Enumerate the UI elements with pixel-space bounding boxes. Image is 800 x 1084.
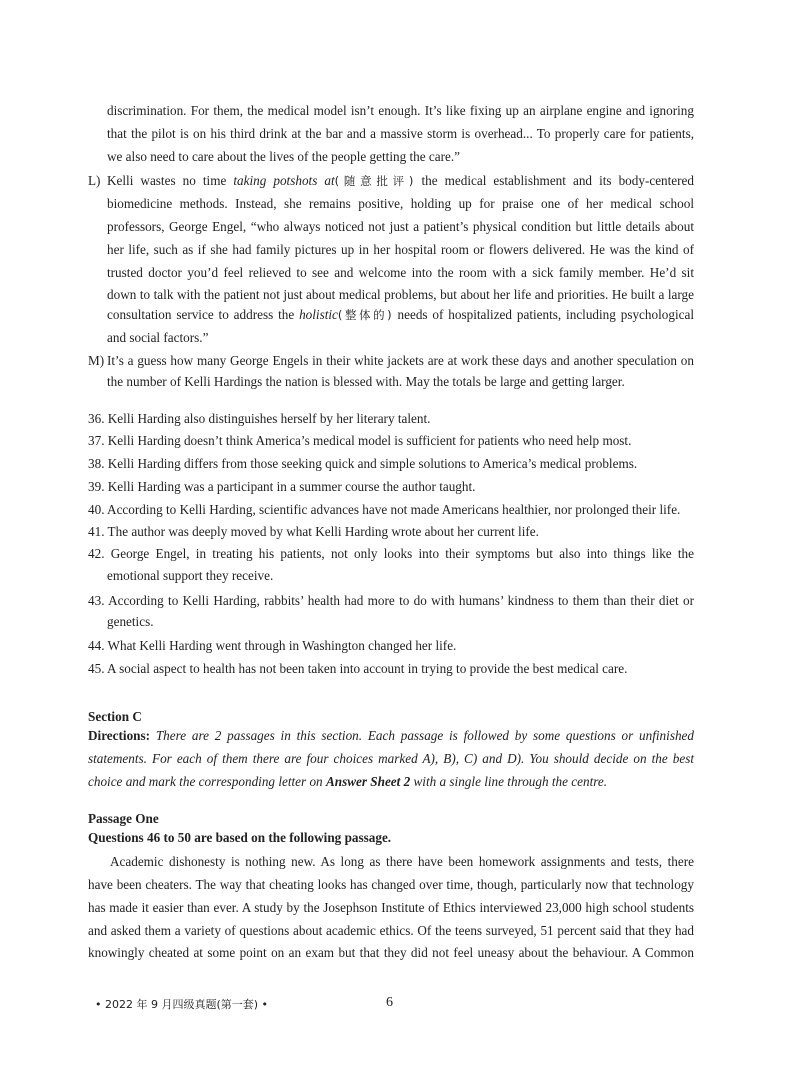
passage-one-line-2: have been cheaters. The way that cheating looks has changed over time, though, particularly now that technology bbox=[88, 877, 694, 892]
paragraph-k-line-2: that the pilot is on his third drink at the bar and a massive storm is overhead... To properly care for patients, bbox=[107, 126, 694, 141]
paragraph-m-line-2: the number of Kelli Hardings the nation is blessed with. May the totals be large and getting larger. bbox=[107, 374, 625, 389]
question-44: 44. What Kelli Harding went through in Washington changed her life. bbox=[88, 638, 457, 653]
paragraph-l-line-4: her life, such as if she had family pictures up in her hospital room or flowers delivered. He was the kind of bbox=[107, 242, 694, 257]
directions-line-1: Directions: There are 2 passages in this section. Each passage is followed by some questions or unfinished bbox=[88, 728, 694, 743]
section-c-title: Section C bbox=[88, 709, 142, 724]
paragraph-l-line-2: biomedicine methods. Instead, she remains positive, holding up for praise one of her medical school bbox=[107, 196, 694, 211]
question-37: 37. Kelli Harding doesn’t think America’s medical model is sufficient for patients who need help most. bbox=[88, 433, 632, 448]
paragraph-l-line-8: and social factors.” bbox=[107, 330, 209, 345]
question-38: 38. Kelli Harding differs from those seeking quick and simple solutions to America’s medical problems. bbox=[88, 456, 638, 471]
question-45: 45. A social aspect to health has not been taken into account in trying to provide the best medical care. bbox=[88, 661, 628, 676]
directions-line-3: choice and mark the corresponding letter on Answer Sheet 2 with a single line through the centre. bbox=[88, 774, 608, 789]
paragraph-k-line-1: discrimination. For them, the medical model isn’t enough. It’s like fixing up an airplane engine and ignoring bbox=[107, 103, 694, 118]
paragraph-l-label: L) bbox=[88, 173, 101, 188]
passage-one-line-4: and asked them a variety of questions about academic ethics. Of the teens surveyed, 51 percent said that they had bbox=[88, 923, 694, 938]
passage-one-subtitle: Questions 46 to 50 are based on the following passage. bbox=[88, 830, 392, 845]
page-number: 6 bbox=[386, 995, 393, 1010]
passage-one-line-5: knowingly cheated at some point on an exam but that they did not feel uneasy about the behaviour. A Common bbox=[88, 945, 694, 960]
question-36: 36. Kelli Harding also distinguishes herself by her literary talent. bbox=[88, 411, 431, 426]
footer-exam-title: • 2022 年 9 月四级真题(第一套) • bbox=[95, 998, 269, 1011]
directions-line-2: statements. For each of them there are four choices marked A), B), C) and D). You should decide on the best bbox=[88, 751, 694, 766]
passage-one-line-3: has made it easier than ever. A study by the Josephson Institute of Ethics interviewed 23,000 high school students bbox=[88, 900, 694, 915]
question-43-line-2: genetics. bbox=[107, 614, 154, 629]
paragraph-m-label: M) bbox=[88, 353, 105, 368]
question-42-line-2: emotional support they receive. bbox=[107, 568, 274, 583]
paragraph-l-line-6: down to talk with the patient not just about medical problems, but about her life and priorities. He built a large bbox=[107, 287, 694, 302]
paragraph-k-line-3: we also need to care about the lives of the people getting the care.” bbox=[107, 149, 460, 164]
passage-one-title: Passage One bbox=[88, 811, 159, 826]
question-41: 41. The author was deeply moved by what Kelli Harding wrote about her current life. bbox=[88, 524, 539, 539]
paragraph-l-line-1: Kelli wastes no time taking potshots at(随意批评) the medical establishment and its body-centered bbox=[107, 173, 695, 188]
paragraph-m-line-1: It’s a guess how many George Engels in their white jackets are at work these days and another speculation on bbox=[107, 353, 694, 368]
paragraph-l-line-7: consultation service to address the holistic(整体的) needs of hospitalized patients, including psychological bbox=[107, 307, 694, 322]
question-42-line-1: 42. George Engel, in treating his patients, not only looks into their symptoms but also into things like the bbox=[88, 546, 694, 561]
question-39: 39. Kelli Harding was a participant in a summer course the author taught. bbox=[88, 479, 476, 494]
paragraph-l-line-5: trusted doctor you’d feel relieved to see and welcome into the room with a sick family member. He’d sit bbox=[107, 265, 694, 280]
question-43-line-1: 43. According to Kelli Harding, rabbits’ health had more to do with humans’ kindness to them than their diet or bbox=[88, 593, 694, 608]
paragraph-l-line-3: professors, George Engel, “who always noticed not just a patient’s physical condition but little details about bbox=[107, 219, 694, 234]
passage-one-line-1: Academic dishonesty is nothing new. As long as there have been homework assignments and tests, there bbox=[110, 854, 694, 869]
question-40: 40. According to Kelli Harding, scientific advances have not made Americans healthier, nor prolonged their life. bbox=[88, 502, 681, 517]
